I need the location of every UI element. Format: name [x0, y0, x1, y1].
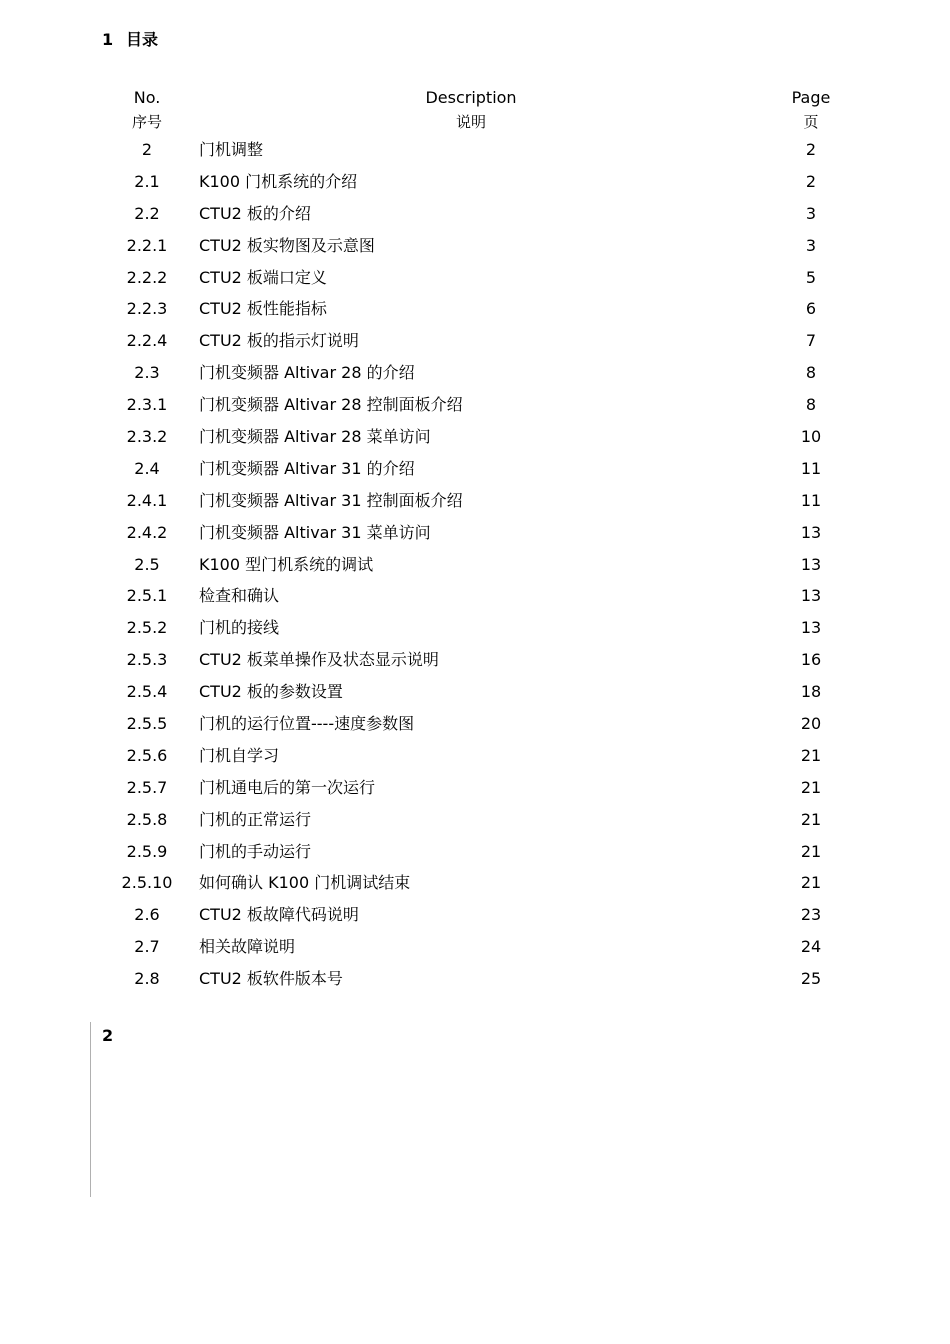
toc-row-description: CTU2 板故障代码说明 — [199, 905, 359, 925]
toc-row-page: 6 — [805, 299, 817, 319]
toc-row-number: 2 — [141, 140, 153, 159]
toc-row-description: 门机的手动运行 — [199, 841, 312, 861]
toc-row[interactable] — [102, 554, 862, 586]
toc-row-description: 相关故障说明 — [199, 937, 296, 957]
toc-row-description: 门机变频器 Altivar 31 菜单访问 — [199, 522, 431, 542]
header-page-zh: 页 — [803, 113, 819, 131]
toc-row[interactable] — [102, 936, 862, 968]
toc-row-page: 13 — [800, 618, 822, 638]
header-no-en: No. — [133, 88, 161, 107]
toc-row-page: 21 — [800, 841, 822, 861]
toc-row-page: 5 — [805, 267, 817, 287]
toc-row-page: 21 — [800, 777, 822, 797]
toc-row-number: 2.3.2 — [126, 427, 168, 447]
toc-row-page: 8 — [805, 395, 817, 415]
toc-row[interactable] — [102, 713, 862, 745]
toc-row-number: 2.5.9 — [126, 841, 168, 861]
header-no-zh: 序号 — [131, 113, 162, 131]
toc-row[interactable] — [102, 139, 862, 171]
toc-row-description: 检查和确认 — [199, 586, 280, 606]
toc-row[interactable] — [102, 585, 862, 617]
toc-row[interactable] — [102, 362, 862, 394]
toc-row-number: 2.5.8 — [126, 809, 168, 829]
toc-row[interactable] — [102, 267, 862, 299]
toc-row[interactable] — [102, 298, 862, 330]
toc-row-number: 2.5 — [134, 554, 160, 574]
section-title: 目录 — [126, 30, 159, 49]
toc-row-description: 门机变频器 Altivar 28 菜单访问 — [199, 427, 431, 447]
toc-row-page: 13 — [800, 522, 822, 542]
header-page — [771, 87, 851, 133]
toc-row-number: 2.5.5 — [126, 714, 168, 734]
toc-row-description: CTU2 板菜单操作及状态显示说明 — [199, 650, 439, 670]
toc-row-number: 2.2.1 — [126, 235, 168, 255]
toc-row-page: 11 — [800, 458, 822, 478]
toc-rows — [102, 139, 862, 1000]
toc-row-description: 门机的正常运行 — [199, 809, 312, 829]
header-page-en: Page — [791, 88, 831, 107]
toc-row-page: 20 — [800, 714, 822, 734]
toc-row-number: 2.5.1 — [126, 586, 168, 606]
toc-row-description: CTU2 板端口定义 — [199, 267, 327, 287]
toc-row-description: CTU2 板实物图及示意图 — [199, 235, 375, 255]
toc-row-page: 21 — [800, 809, 822, 829]
toc-row[interactable] — [102, 681, 862, 713]
toc-row[interactable] — [102, 171, 862, 203]
toc-row-page: 2 — [805, 171, 817, 191]
toc-row-page: 13 — [800, 586, 822, 606]
toc-row-description: 门机变频器 Altivar 31 的介绍 — [199, 458, 415, 478]
toc-row-number: 2.2.3 — [126, 299, 168, 319]
toc-row-number: 2.5.7 — [126, 777, 168, 797]
toc-row[interactable] — [102, 235, 862, 267]
toc-row[interactable] — [102, 904, 862, 936]
toc-row[interactable] — [102, 490, 862, 522]
header-description — [302, 87, 640, 133]
toc-row-number: 2.2 — [134, 203, 160, 223]
toc-row-page: 25 — [800, 969, 822, 989]
toc-row-description: 如何确认 K100 门机调试结束 — [199, 873, 411, 893]
toc-row-number: 2.6 — [134, 905, 160, 925]
toc-row-page: 21 — [800, 873, 822, 893]
toc-row-number: 2.7 — [134, 937, 160, 957]
toc-row-description: 门机自学习 — [199, 745, 280, 765]
toc-row-page: 24 — [800, 937, 822, 957]
toc-row-number: 2.1 — [134, 171, 160, 191]
toc-row-description: CTU2 板软件版本号 — [199, 969, 343, 989]
header-description-en: Description — [425, 88, 517, 107]
toc-row-description: 门机的接线 — [199, 618, 280, 638]
toc-row[interactable] — [102, 522, 862, 554]
toc-row-page: 3 — [805, 203, 817, 223]
toc-row[interactable] — [102, 841, 862, 873]
header-no — [102, 87, 192, 133]
toc-row-number: 2.4 — [134, 458, 160, 478]
toc-row-number: 2.2.4 — [126, 331, 168, 351]
toc-row-page: 11 — [800, 490, 822, 510]
toc-row-description: CTU2 板的介绍 — [199, 203, 311, 223]
toc-row-page: 13 — [800, 554, 822, 574]
toc-row-description: K100 门机系统的介绍 — [199, 171, 358, 191]
toc-row-page: 23 — [800, 905, 822, 925]
toc-row-description: 门机通电后的第一次运行 — [199, 777, 376, 797]
toc-row[interactable] — [102, 458, 862, 490]
toc-row-number: 2.3 — [134, 363, 160, 383]
toc-row-number: 2.5.10 — [121, 873, 173, 893]
toc-row-page: 2 — [805, 140, 817, 159]
toc-row[interactable] — [102, 394, 862, 426]
toc-row-number: 2.5.6 — [126, 745, 168, 765]
toc-row-page: 3 — [805, 235, 817, 255]
toc-row-number: 2.3.1 — [126, 395, 168, 415]
toc-row[interactable] — [102, 872, 862, 904]
next-section-number: 2 — [102, 1026, 114, 1045]
toc-header — [102, 87, 862, 139]
toc-row-page: 21 — [800, 745, 822, 765]
margin-rule — [90, 1022, 91, 1197]
toc-row[interactable] — [102, 745, 862, 777]
toc-row[interactable] — [102, 426, 862, 458]
toc-row-page: 18 — [800, 682, 822, 702]
toc-row-description: K100 型门机系统的调试 — [199, 554, 374, 574]
toc-row-description: 门机的运行位置----速度参数图 — [199, 714, 415, 734]
toc-row-page: 8 — [805, 363, 817, 383]
toc-row[interactable] — [102, 968, 862, 1000]
toc-row-page: 7 — [805, 331, 817, 351]
toc-row-page: 10 — [800, 427, 822, 447]
toc-row-description: 门机调整 — [199, 140, 264, 159]
section-heading — [102, 29, 158, 51]
header-description-zh: 说明 — [455, 113, 486, 131]
toc-row-description: CTU2 板的参数设置 — [199, 682, 343, 702]
toc-row[interactable] — [102, 809, 862, 841]
toc-row[interactable] — [102, 617, 862, 649]
toc-row[interactable] — [102, 649, 862, 681]
toc-row-number: 2.4.2 — [126, 522, 168, 542]
toc-row-number: 2.5.2 — [126, 618, 168, 638]
toc-row-description: 门机变频器 Altivar 28 控制面板介绍 — [199, 395, 463, 415]
toc-row-number: 2.8 — [134, 969, 160, 989]
toc-row-number: 2.5.3 — [126, 650, 168, 670]
toc-row-description: 门机变频器 Altivar 28 的介绍 — [199, 363, 415, 383]
toc-row-number: 2.4.1 — [126, 490, 168, 510]
toc-row-description: CTU2 板性能指标 — [199, 299, 327, 319]
toc-row-number: 2.2.2 — [126, 267, 168, 287]
toc-row[interactable] — [102, 330, 862, 362]
toc-row[interactable] — [102, 777, 862, 809]
table-of-contents — [102, 87, 862, 1000]
toc-row-description: 门机变频器 Altivar 31 控制面板介绍 — [199, 490, 463, 510]
toc-row-page: 16 — [800, 650, 822, 670]
toc-row[interactable] — [102, 203, 862, 235]
toc-row-number: 2.5.4 — [126, 682, 168, 702]
toc-row-description: CTU2 板的指示灯说明 — [199, 331, 359, 351]
section-number: 1 — [102, 30, 114, 49]
